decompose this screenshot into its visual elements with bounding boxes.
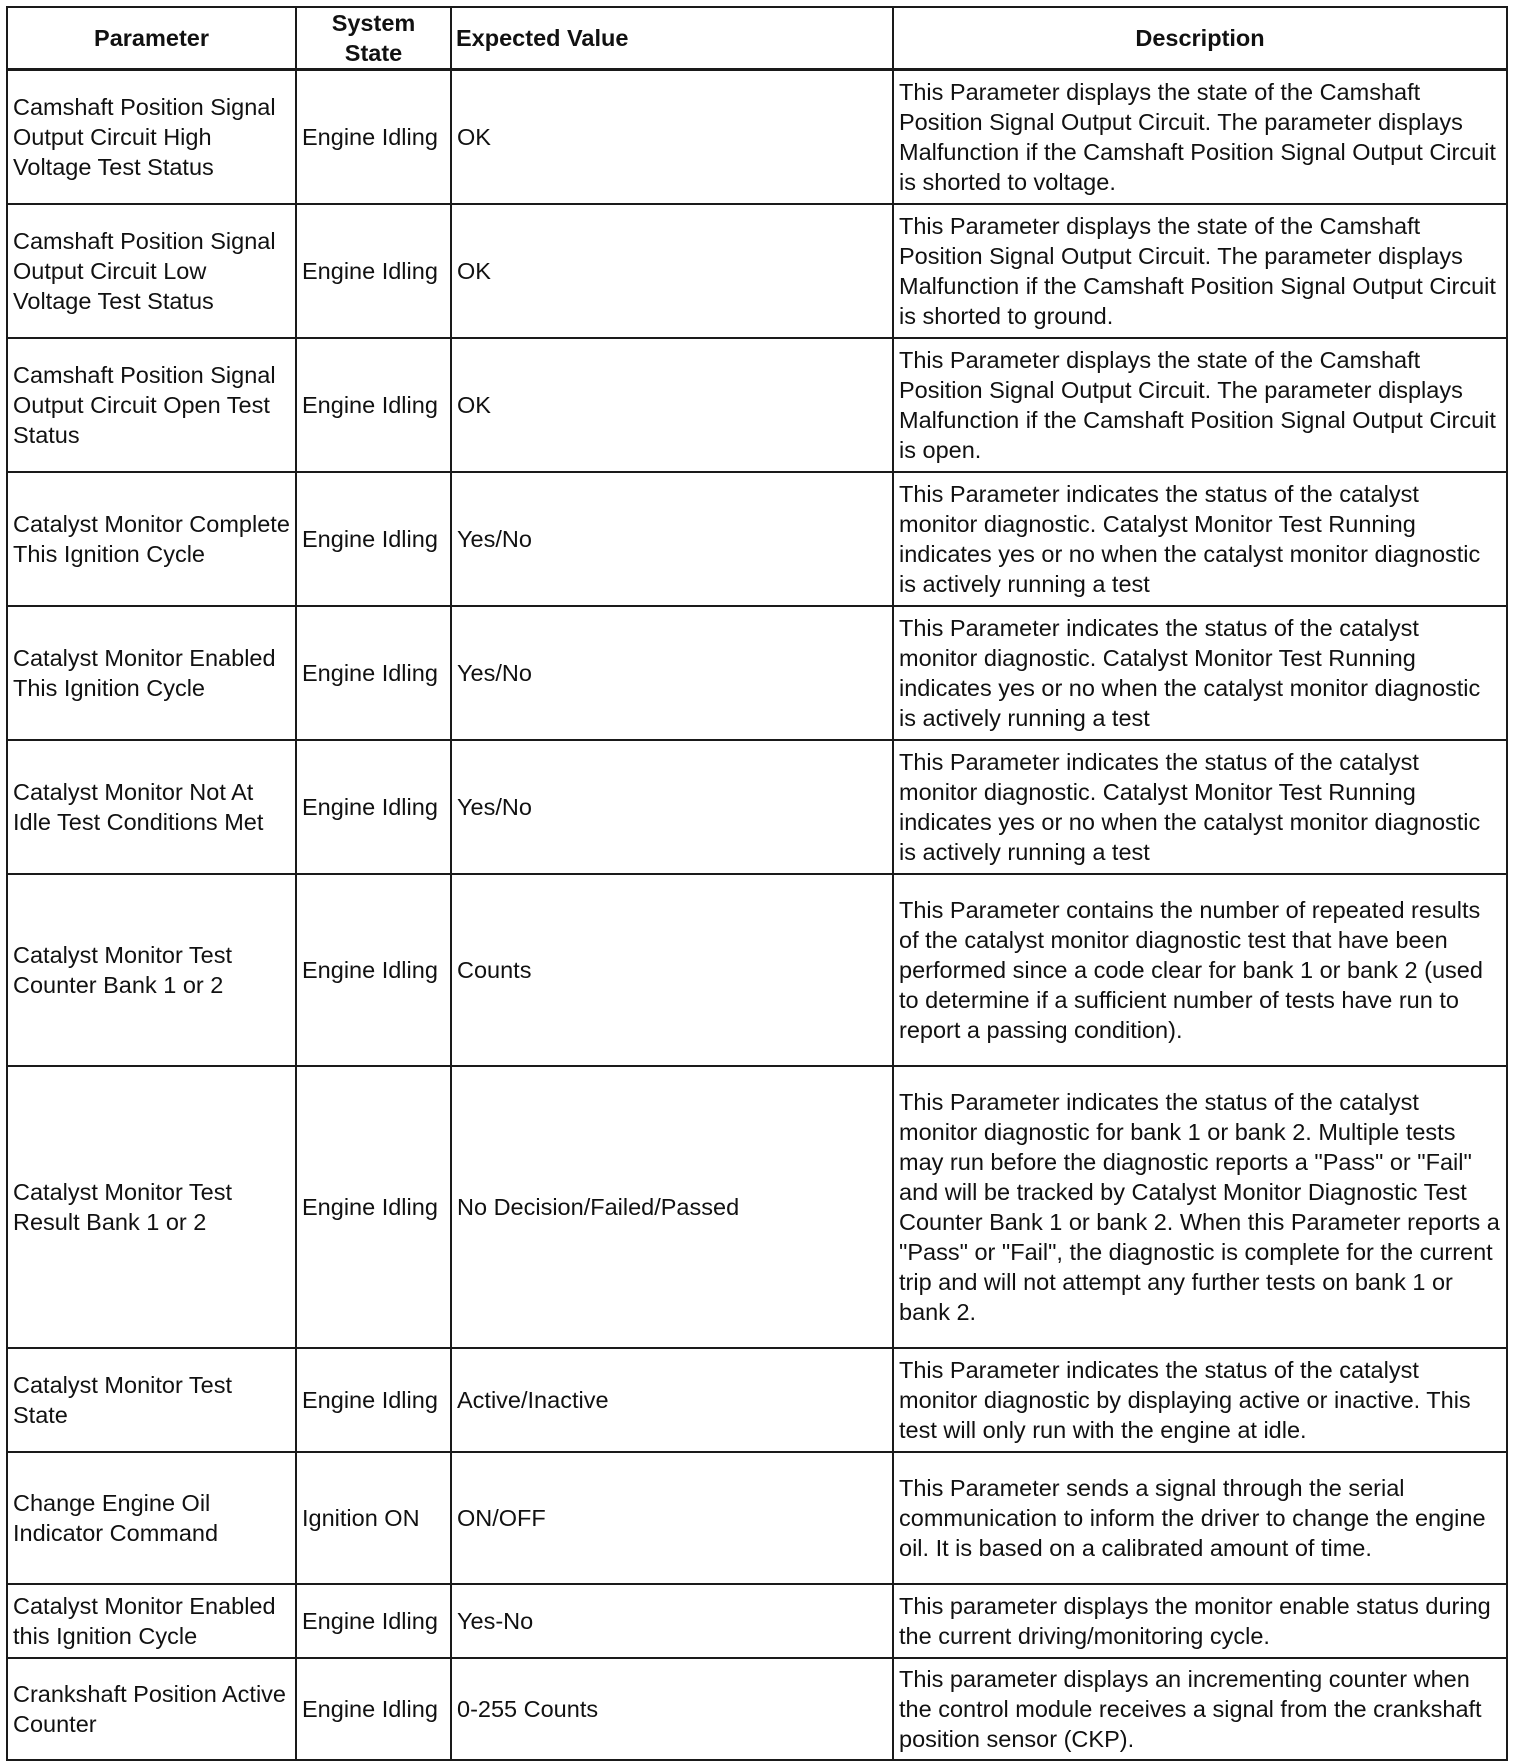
cell-expected-value: Yes/No [451,740,893,874]
cell-parameter: Camshaft Position Signal Output Circuit High Voltage Test Status [7,70,296,205]
cell-system-state: Engine Idling [296,606,451,740]
table-row [7,1584,1507,1658]
cell-system-state: Engine Idling [296,1348,451,1452]
cell-parameter: Catalyst Monitor Test Result Bank 1 or 2 [7,1066,296,1348]
cell-parameter: Catalyst Monitor Not At Idle Test Conditions Met [7,740,296,874]
cell-parameter: Catalyst Monitor Test Counter Bank 1 or 2 [7,874,296,1066]
table-row [7,204,1507,338]
cell-description: This Parameter contains the number of repeated results of the catalyst monitor diagnostic test that have been performed since a code clear for bank 1 or bank 2 (used to determine if a sufficient number of tests have run to report a passing condition). [893,874,1507,1066]
cell-parameter: Camshaft Position Signal Output Circuit Low Voltage Test Status [7,204,296,338]
table-row [7,740,1507,874]
cell-expected-value: OK [451,204,893,338]
cell-description: This Parameter indicates the status of the catalyst monitor diagnostic by displaying active or inactive. This test will only run with the engine at idle. [893,1348,1507,1452]
table-row [7,1066,1507,1348]
cell-expected-value: OK [451,338,893,472]
cell-system-state: Engine Idling [296,874,451,1066]
cell-description: This Parameter indicates the status of the catalyst monitor diagnostic. Catalyst Monitor Test Running indicates yes or no when the catalyst monitor diagnostic is actively running a test [893,472,1507,606]
cell-description: This Parameter displays the state of the Camshaft Position Signal Output Circuit. The parameter displays Malfunction if the Camshaft Position Signal Output Circuit is shorted to voltage. [893,70,1507,205]
cell-system-state: Ignition ON [296,1452,451,1584]
cell-description: This Parameter displays the state of the Camshaft Position Signal Output Circuit. The parameter displays Malfunction if the Camshaft Position Signal Output Circuit is open. [893,338,1507,472]
cell-expected-value: No Decision/Failed/Passed [451,1066,893,1348]
cell-expected-value: Yes-No [451,1584,893,1658]
cell-description: This Parameter indicates the status of the catalyst monitor diagnostic. Catalyst Monitor Test Running indicates yes or no when the catalyst monitor diagnostic is actively running a test [893,606,1507,740]
cell-description: This Parameter indicates the status of the catalyst monitor diagnostic for bank 1 or bank 2. Multiple tests may run before the diagnostic reports a "Pass" or "Fail" and will be tracked by Catalyst Monitor Diagnostic Test Counter Bank 1 or bank 2. When this Parameter reports a "Pass" or "Fail", the diagnostic is complete for the current trip and will not attempt any further tests on bank 1 or bank 2. [893,1066,1507,1348]
cell-parameter: Catalyst Monitor Enabled This Ignition Cycle [7,606,296,740]
cell-description: This Parameter displays the state of the Camshaft Position Signal Output Circuit. The parameter displays Malfunction if the Camshaft Position Signal Output Circuit is shorted to ground. [893,204,1507,338]
cell-system-state: Engine Idling [296,1584,451,1658]
cell-expected-value: Yes/No [451,472,893,606]
cell-system-state: Engine Idling [296,740,451,874]
table-row [7,1348,1507,1452]
cell-description: This Parameter sends a signal through the serial communication to inform the driver to change the engine oil. It is based on a calibrated amount of time. [893,1452,1507,1584]
table-row [7,70,1507,205]
cell-system-state: Engine Idling [296,70,451,205]
cell-expected-value: 0-255 Counts [451,1658,893,1760]
table-row [7,1452,1507,1584]
table-row [7,1658,1507,1760]
cell-system-state: Engine Idling [296,472,451,606]
table-row [7,338,1507,472]
cell-expected-value: Counts [451,874,893,1066]
cell-parameter: Catalyst Monitor Test State [7,1348,296,1452]
table-header-row [7,7,1507,70]
header-expected-value: Expected Value [451,7,893,70]
parameter-table [6,6,1508,1761]
header-description: Description [893,7,1507,70]
cell-parameter: Change Engine Oil Indicator Command [7,1452,296,1584]
cell-expected-value: OK [451,70,893,205]
cell-parameter: Camshaft Position Signal Output Circuit Open Test Status [7,338,296,472]
header-parameter: Parameter [7,7,296,70]
cell-parameter: Catalyst Monitor Complete This Ignition Cycle [7,472,296,606]
cell-expected-value: Active/Inactive [451,1348,893,1452]
header-system-state: System State [296,7,451,70]
cell-description: This parameter displays an incrementing counter when the control module receives a signal from the crankshaft position sensor (CKP). [893,1658,1507,1760]
cell-description: This parameter displays the monitor enable status during the current driving/monitoring cycle. [893,1584,1507,1658]
cell-parameter: Catalyst Monitor Enabled this Ignition Cycle [7,1584,296,1658]
cell-expected-value: ON/OFF [451,1452,893,1584]
cell-description: This Parameter indicates the status of the catalyst monitor diagnostic. Catalyst Monitor Test Running indicates yes or no when the catalyst monitor diagnostic is actively running a test [893,740,1507,874]
cell-system-state: Engine Idling [296,204,451,338]
cell-parameter: Crankshaft Position Active Counter [7,1658,296,1760]
cell-system-state: Engine Idling [296,1658,451,1760]
cell-system-state: Engine Idling [296,1066,451,1348]
table-row [7,472,1507,606]
cell-expected-value: Yes/No [451,606,893,740]
table-row [7,874,1507,1066]
table-row [7,606,1507,740]
cell-system-state: Engine Idling [296,338,451,472]
